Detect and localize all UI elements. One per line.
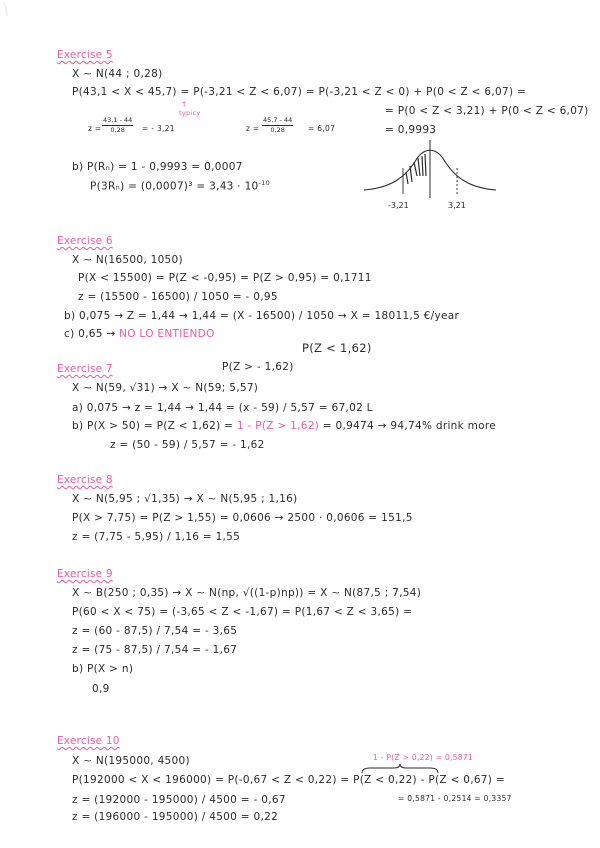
ex5-z2-den: 0,28 bbox=[270, 125, 285, 134]
ex5-line-4: = 0,9993 bbox=[385, 124, 437, 136]
exercise-9-heading: Exercise 9 bbox=[57, 568, 113, 580]
ex5-z2-lhs: z = bbox=[246, 124, 260, 133]
ex6-line-2: P(X < 15500) = P(Z < -0,95) = P(Z > 0,95) = 0,1711 bbox=[78, 272, 372, 284]
ex5-z1-den: 0,28 bbox=[110, 125, 125, 134]
ex10-line-4: z = (192000 - 195000) / 4500 = - 0,67 bbox=[72, 794, 286, 806]
ex10-line-1: X ∼ N(195000, 4500) bbox=[72, 755, 190, 767]
ex9-line-5: b) P(X > n) bbox=[72, 663, 134, 675]
ex7-line-3-a: b) P(X > 50) = P(Z < 1,62) = bbox=[72, 420, 234, 432]
ex6-line-3: z = (15500 - 16500) / 1050 = - 0,95 bbox=[78, 291, 278, 303]
ex5-line-3: = P(0 < Z < 3,21) + P(0 < Z < 6,07) bbox=[385, 105, 589, 117]
ex10-line-2: P(192000 < X < 196000) = P(-0,67 < Z < 0,22) = P(Z < 0,22) - P(Z < 0,67) = bbox=[72, 774, 505, 786]
ex9-line-4: z = (75 - 87,5) / 7,54 = - 1,67 bbox=[72, 644, 238, 656]
ex5-z2-result: = 6,07 bbox=[308, 124, 336, 133]
ex10-overbrace bbox=[360, 764, 440, 774]
ex6-line-1: X ∼ N(16500, 1050) bbox=[72, 254, 183, 266]
ex5-z2-num: 45,7 - 44 bbox=[263, 116, 293, 124]
ex9-line-6: 0,9 bbox=[92, 683, 110, 695]
ex9-line-1: X ∼ B(250 ; 0,35) → X ∼ N(np, √((1-p)np)) = X ∼ N(87,5 ; 7,54) bbox=[72, 587, 422, 599]
ex5-z2-fraction bbox=[262, 117, 293, 133]
corner-mark bbox=[0, 0, 12, 18]
ex10-line-5: z = (196000 - 195000) / 4500 = 0,22 bbox=[72, 811, 279, 823]
ex5-b-exponent: -10 bbox=[258, 179, 271, 187]
ex7-line-4: z = (50 - 59) / 5,57 = - 1,62 bbox=[110, 439, 265, 451]
ex5-b-line-1: b) P(Rₙ) = 1 - 0,9993 = 0,0007 bbox=[72, 161, 243, 173]
curve-right-label: 3,21 bbox=[448, 201, 466, 210]
exercise-5-heading: Exercise 5 bbox=[57, 49, 113, 61]
ex5-b-line-2-text: P(3Rₙ) = (0,0007)³ = 3,43 · 10 bbox=[90, 180, 259, 193]
ex5-line-2: P(43,1 < X < 45,7) = P(-3,21 < Z < 6,07) = P(-3,21 < Z < 0) + P(0 < Z < 6,07) = bbox=[72, 86, 527, 98]
ex8-line-1: X ∼ N(5,95 ; √1,35) → X ∼ N(5,95 ; 1,16) bbox=[72, 493, 298, 505]
ex5-z1-fraction bbox=[102, 117, 133, 133]
ex7-line-1: X ∼ N(59, √31) → X ∼ N(59; 5,57) bbox=[72, 382, 259, 394]
ex5-typicy: typicy bbox=[179, 109, 201, 117]
ex5-z1-num: 43,1 - 44 bbox=[103, 116, 133, 124]
ex5-b-line-2 bbox=[90, 180, 270, 192]
ex9-line-2: P(60 < X < 75) = (-3,65 < Z < -1,67) = P(1,67 < Z < 3,65) = bbox=[72, 606, 413, 618]
ex7-line-2: a) 0,075 → z = 1,44 → 1,44 = (x - 59) / 5,57 = 67,02 L bbox=[72, 402, 373, 414]
ex8-line-3: z = (7,75 - 5,95) / 1,16 = 1,55 bbox=[72, 531, 241, 543]
ex5-z1-lhs: z = bbox=[88, 124, 102, 133]
exercise-8-heading: Exercise 8 bbox=[57, 474, 113, 486]
ex7-line-3 bbox=[72, 421, 496, 432]
ex7-line-3-c: = 0,9474 → 94,74% drink more bbox=[322, 420, 497, 432]
ex6-line-5-a: c) 0,65 → bbox=[64, 328, 116, 340]
ex5-line-1: X ∼ N(44 ; 0,28) bbox=[72, 68, 163, 80]
normal-curve-sketch bbox=[360, 138, 500, 216]
curve-left-label: -3,21 bbox=[388, 201, 409, 210]
ex10-line-3: = 0,5871 - 0,2514 = 0,3357 bbox=[398, 794, 512, 803]
ex7-note-2: P(Z > - 1,62) bbox=[222, 361, 294, 373]
ex6-line-4: b) 0,075 → Z = 1,44 → 1,44 = (X - 16500) / 1050 → X = 18011,5 €/year bbox=[64, 310, 460, 322]
ex5-z1-result: = - 3,21 bbox=[142, 124, 175, 133]
ex7-line-3-b: 1 - P(Z > 1,62) bbox=[236, 420, 320, 432]
exercise-7-heading: Exercise 7 bbox=[57, 363, 113, 375]
ex8-line-2: P(X > 7,75) = P(Z > 1,55) = 0,0606 → 2500 · 0,0606 = 151,5 bbox=[72, 512, 413, 524]
ex10-brace-note: 1 - P(Z > 0,22) = 0,5871 bbox=[373, 753, 474, 762]
ex9-line-3: z = (60 - 87,5) / 7,54 = - 3,65 bbox=[72, 625, 238, 637]
ex6-line-5-b: NO LO ENTIENDO bbox=[119, 328, 215, 340]
ex7-note-1: P(Z < 1,62) bbox=[302, 341, 372, 355]
exercise-6-heading: Exercise 6 bbox=[57, 235, 113, 247]
exercise-10-heading: Exercise 10 bbox=[57, 735, 120, 747]
ex5-arrow-up: ↑ bbox=[181, 100, 188, 109]
ex6-line-5 bbox=[64, 329, 215, 340]
